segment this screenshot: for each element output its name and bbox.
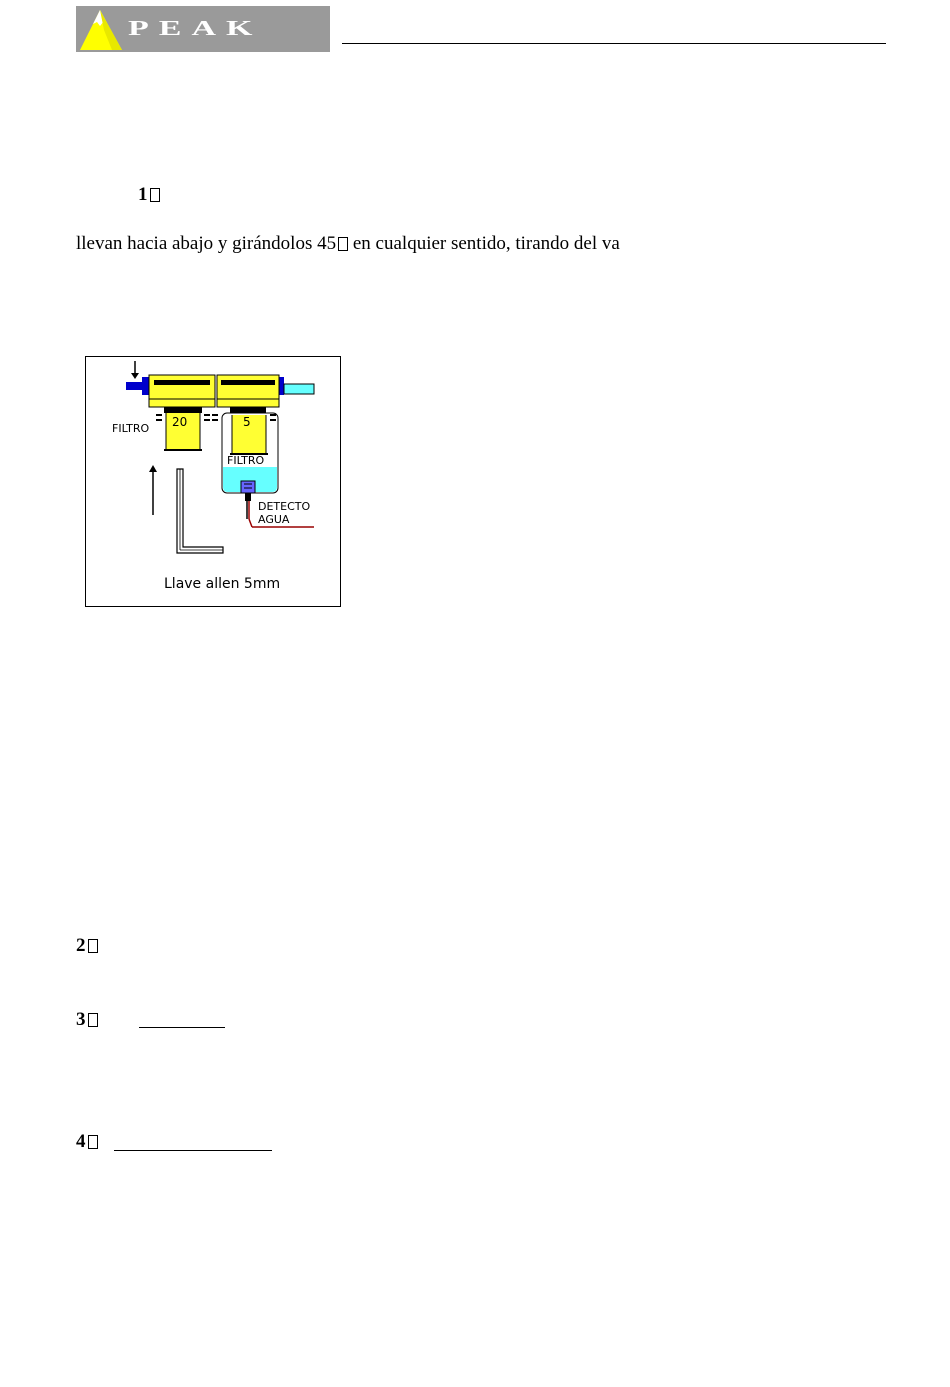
- figure-caption: Llave allen 5mm: [164, 576, 281, 592]
- filtro-label-right: FILTRO: [227, 454, 265, 467]
- step-4-underline: [114, 1150, 272, 1151]
- step-4-number: 4: [76, 1131, 86, 1152]
- step-4-heading: [76, 1131, 98, 1153]
- step-3-heading: [76, 1009, 98, 1031]
- body-line: [76, 233, 620, 255]
- detecto-label: DETECTO: [258, 500, 311, 513]
- missing-glyph-icon: [150, 188, 160, 202]
- step-3-number: 3: [76, 1009, 86, 1030]
- filtro-label-left: FILTRO: [112, 422, 150, 435]
- step-3-underline: [139, 1027, 225, 1028]
- peak-logo: [76, 6, 330, 52]
- step-1-heading: [138, 184, 160, 206]
- missing-glyph-icon: [88, 939, 98, 953]
- filter-diagram-drawing: [86, 357, 342, 608]
- missing-glyph-icon: [88, 1013, 98, 1027]
- missing-glyph-icon: [338, 237, 348, 251]
- step-2-number: 2: [76, 935, 86, 956]
- body-line-text: llevan hacia abajo y girándolos 45: [76, 233, 337, 254]
- logo-text: PEAK: [128, 17, 263, 41]
- body-line-text-rest: en cualquier sentido, tirando del va: [348, 233, 620, 254]
- mountain-logo-icon: [76, 6, 126, 52]
- header-rule: [342, 43, 886, 44]
- agua-label: AGUA: [258, 513, 290, 526]
- filter-2-value: 5: [243, 415, 251, 429]
- filter-diagram: [85, 356, 341, 607]
- step-2-heading: [76, 935, 98, 957]
- filter-1-value: 20: [172, 415, 188, 429]
- step-1-number: 1: [138, 184, 148, 205]
- missing-glyph-icon: [88, 1135, 98, 1149]
